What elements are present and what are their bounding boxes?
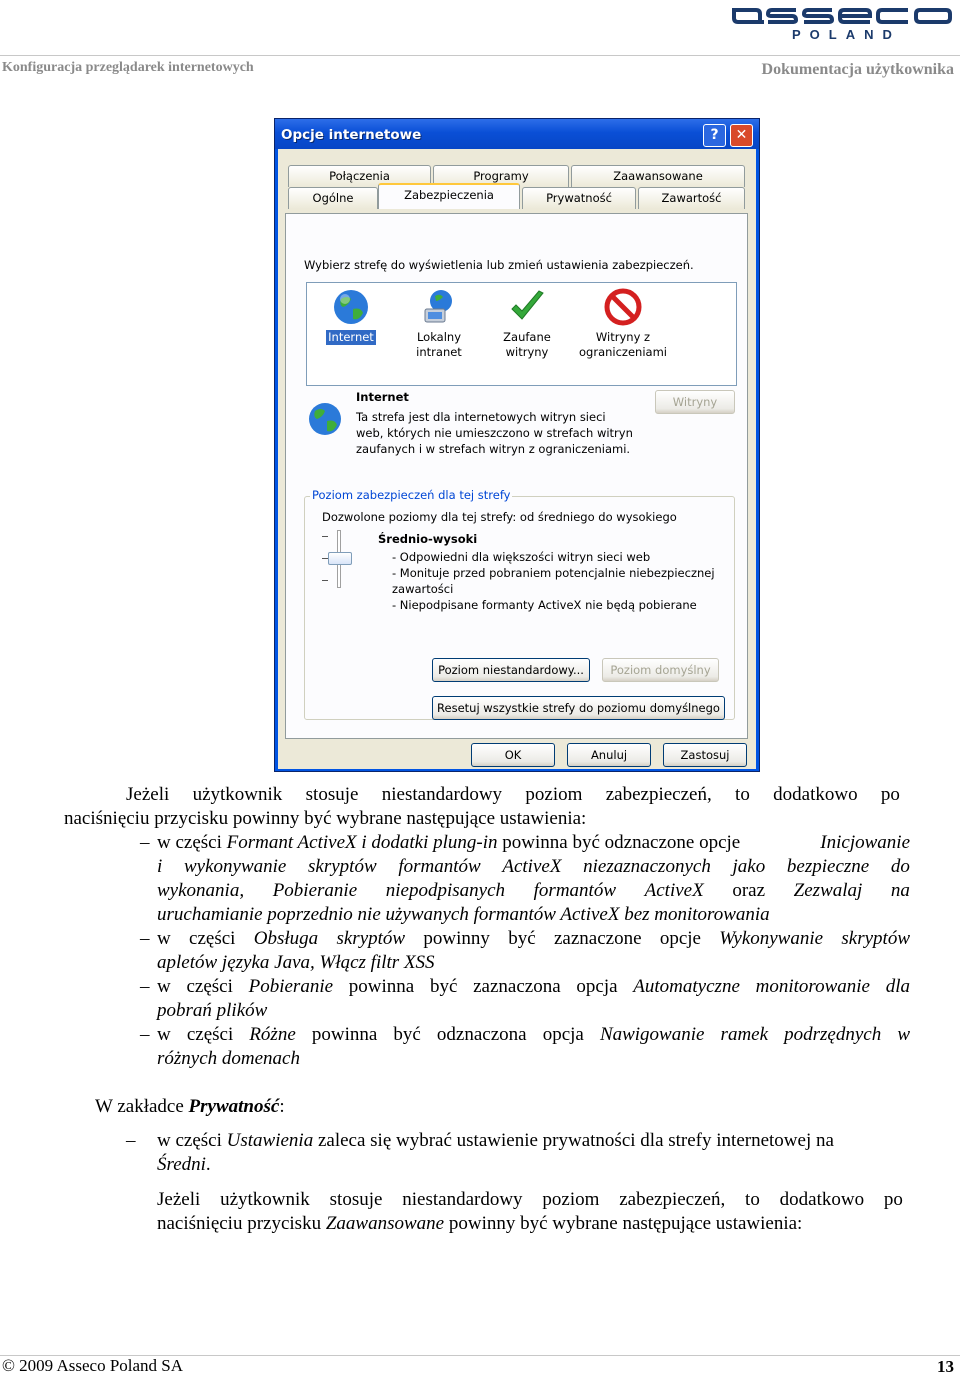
word: stosuje: [329, 1189, 383, 1210]
page-number: 13: [937, 1357, 954, 1376]
word: skryptów: [308, 856, 377, 877]
ok-button[interactable]: OK: [471, 743, 555, 767]
logo-subtitle: POLAND: [792, 27, 901, 42]
word: opcja: [542, 1024, 584, 1045]
restricted-icon: [603, 287, 643, 327]
security-level-group-title: Poziom zabezpieczeń dla tej strefy: [312, 488, 511, 502]
word: opcje: [659, 928, 701, 949]
word: do: [890, 856, 910, 877]
word: Różne: [249, 1024, 296, 1045]
word: to: [745, 1189, 760, 1210]
bullet-dash: –: [140, 832, 150, 853]
text: :: [279, 1096, 285, 1117]
zone-label-restricted: Witryny z ograniczeniami: [579, 330, 667, 359]
word: w: [157, 928, 171, 949]
bullet-1-line-3: [157, 879, 910, 903]
security-tab-panel: [285, 213, 748, 739]
zone-local-intranet[interactable]: [399, 287, 479, 383]
checkmark-icon: [507, 287, 547, 327]
zone-desc-line-1: Ta strefa jest dla internetowych witryn sieci: [356, 410, 606, 424]
tab-programs[interactable]: Programy: [433, 165, 569, 187]
word: poziom: [525, 784, 583, 805]
text: powinny być wybrane następujące ustawienia:: [444, 1213, 803, 1234]
paragraph-1-line-1: [126, 783, 900, 807]
word: być: [393, 1024, 421, 1045]
reset-all-zones-button[interactable]: Resetuj wszystkie strefy do poziomu domyślnego: [432, 696, 725, 720]
zone-restricted-sites[interactable]: [575, 287, 671, 383]
allowed-levels-text: Dozwolone poziomy dla tej strefy: od średniego do wysokiego: [322, 510, 677, 524]
word: skryptów: [336, 928, 406, 949]
word: Pobieranie: [248, 976, 334, 997]
word: formantów: [533, 880, 617, 901]
help-button[interactable]: ?: [703, 124, 726, 147]
close-button[interactable]: ✕: [730, 124, 753, 147]
bullet-3-line-2: pobrań plików: [157, 1000, 268, 1021]
copyright: © 2009 Asseco Poland SA: [2, 1356, 184, 1375]
word: wykonywanie: [183, 856, 287, 877]
intranet-icon: [419, 287, 459, 327]
slider-tick: [322, 536, 328, 537]
word: i: [157, 856, 163, 877]
word: Obsługa: [253, 928, 319, 949]
dialog-title: Opcje internetowe: [281, 127, 422, 143]
word: wykonania,: [157, 880, 245, 901]
header-divider: [0, 55, 960, 56]
bullet-2-line-1: [157, 927, 910, 951]
text: .: [205, 1154, 211, 1175]
word: Jeżeli: [126, 784, 170, 805]
document-section-title: Konfiguracja przeglądarek internetowych: [2, 60, 254, 75]
word: powinna: [348, 976, 415, 997]
emphasis: Inicjowanie: [820, 832, 910, 853]
word: dla: [885, 976, 910, 997]
word: na: [890, 880, 910, 901]
word: po: [880, 784, 900, 805]
custom-level-button[interactable]: Poziom niestandardowy...: [432, 658, 590, 682]
word: Automatyczne: [633, 976, 740, 997]
word: części: [186, 1024, 234, 1045]
word: Nawigowanie: [599, 1024, 705, 1045]
security-slider-thumb[interactable]: [328, 552, 352, 565]
word: po: [883, 1189, 903, 1210]
word: opcja: [576, 976, 618, 997]
document-type-title: Dokumentacja użytkownika: [761, 61, 954, 78]
privacy-heading: [95, 1095, 285, 1119]
word: Wykonywanie: [719, 928, 824, 949]
zone-trusted-sites[interactable]: [487, 287, 567, 383]
zone-label-intranet: Lokalny intranet: [416, 330, 462, 359]
bullet-dash: –: [140, 1024, 150, 1045]
bullet-dash: –: [140, 976, 150, 997]
zone-label-internet: Internet: [328, 330, 374, 344]
word: części: [186, 976, 233, 997]
word: Zezwalaj: [793, 880, 863, 901]
bullet-4-line-2: różnych domenach: [157, 1048, 300, 1069]
tab-general[interactable]: Ogólne: [288, 187, 378, 209]
word: poziom: [542, 1189, 600, 1210]
word: powinna: [311, 1024, 378, 1045]
emphasis: Zaawansowane: [325, 1213, 445, 1234]
default-level-button[interactable]: Poziom domyślny: [602, 658, 719, 682]
text: w części: [157, 1130, 227, 1151]
word: w: [157, 1024, 171, 1045]
dialog-title-bar: [275, 119, 759, 149]
tab-content[interactable]: Zawartość: [638, 187, 745, 209]
tab-connections[interactable]: Połączenia: [288, 165, 431, 187]
emphasis: Ustawienia: [226, 1130, 314, 1151]
word: odznaczona: [436, 1024, 527, 1045]
bullet-1-line-2: [157, 855, 910, 879]
word: Jeżeli: [157, 1189, 201, 1210]
word: niestandardowy: [381, 784, 503, 805]
security-level-name: Średnio-wysoki: [378, 532, 478, 546]
paragraph-3-line-1: [157, 1188, 903, 1212]
word: zabezpieczeń,: [619, 1189, 726, 1210]
slider-tick: [322, 580, 328, 581]
bullet-dash: –: [140, 928, 150, 949]
zone-list: [306, 282, 737, 386]
bullet-1-line-1: [157, 831, 910, 855]
text: powinna być odznaczone opcje: [497, 832, 741, 853]
zone-internet[interactable]: [311, 287, 391, 383]
word: w: [157, 976, 171, 997]
word: części: [189, 928, 236, 949]
zone-desc-line-2: web, których nie umieszczono w strefach witryn: [356, 426, 633, 440]
apply-button[interactable]: Zastosuj: [663, 743, 747, 767]
word: być: [429, 976, 458, 997]
word: podrzędnych: [784, 1024, 882, 1045]
internet-options-dialog: [274, 118, 760, 772]
tab-security[interactable]: Zabezpieczenia: [378, 183, 520, 209]
word: formantów: [398, 856, 481, 877]
emphasis: Prywatność: [188, 1096, 280, 1117]
word: ActiveX: [644, 880, 704, 901]
zone-title: Internet: [356, 390, 409, 404]
cancel-button[interactable]: Anuluj: [567, 743, 651, 767]
text: W zakładce: [95, 1096, 189, 1117]
privacy-bullet-line-2: [157, 1153, 211, 1177]
emphasis: Formant ActiveX i dodatki plung-in: [226, 832, 498, 853]
globe-icon: [331, 287, 371, 327]
paragraph-1-line-2: naciśnięciu przycisku powinny być wybrane następujące ustawienia:: [64, 808, 587, 829]
word: użytkownik: [192, 784, 283, 805]
zone-label-trusted: Zaufane witryny: [503, 330, 551, 359]
word: ActiveX: [502, 856, 562, 877]
zone-desc-line-3: zaufanych i w strefach witryn z ograniczeniami.: [356, 442, 631, 456]
tab-advanced[interactable]: Zaawansowane: [571, 165, 745, 187]
level-desc-line-2: - Monituje przed pobraniem potencjalnie niebezpiecznej: [392, 566, 715, 580]
bullet-2-line-2: apletów języka Java, Włącz filtr XSS: [157, 952, 435, 973]
text: w części: [157, 832, 227, 853]
level-desc-line-4: - Niepodpisane formanty ActiveX nie będą pobierane: [392, 598, 697, 612]
word: użytkownik: [220, 1189, 310, 1210]
privacy-bullet-line-1: [157, 1129, 834, 1153]
emphasis: Średni: [157, 1154, 206, 1175]
word: być: [508, 928, 536, 949]
word: skryptów: [841, 928, 910, 949]
bullet-4-line-1: [157, 1023, 910, 1047]
word: niezaznaczonych: [583, 856, 711, 877]
word: monitorowanie: [755, 976, 870, 997]
word: stosuje: [305, 784, 359, 805]
word: Pobieranie: [272, 880, 358, 901]
word: bezpieczne: [786, 856, 870, 877]
dialog-body: [278, 149, 756, 769]
word: zabezpieczeń,: [605, 784, 712, 805]
word: niestandardowy: [402, 1189, 523, 1210]
zone-prompt: Wybierz strefę do wyświetlenia lub zmień ustawienia zabezpieczeń.: [304, 258, 694, 272]
word: zaznaczone: [553, 928, 642, 949]
text: naciśnięciu przycisku: [157, 1213, 326, 1234]
globe-icon: [306, 400, 344, 438]
bullet-dash: –: [126, 1130, 136, 1151]
bullet-3-line-1: [157, 975, 910, 999]
level-desc-line-1: - Odpowiedni dla większości witryn sieci web: [392, 550, 651, 564]
word: powinny: [423, 928, 490, 949]
word: jako: [732, 856, 766, 877]
word: zaznaczona: [473, 976, 561, 997]
paragraph-3-line-2: [157, 1212, 802, 1236]
bullet-1-line-4: uruchamianie poprzednio nie używanych formantów ActiveX bez monitorowania: [157, 904, 770, 925]
text: zaleca się wybrać ustawienie prywatności dla strefy internetowej na: [313, 1130, 834, 1151]
sites-button[interactable]: Witryny: [655, 390, 735, 414]
word: dodatkowo: [779, 1189, 865, 1210]
level-desc-line-3: zawartości: [392, 582, 454, 596]
word: w: [897, 1024, 910, 1045]
word: to: [735, 784, 750, 805]
word: dodatkowo: [773, 784, 858, 805]
word: oraz: [732, 880, 766, 901]
tab-privacy[interactable]: Prywatność: [522, 187, 636, 209]
word: ramek: [720, 1024, 769, 1045]
word: niepodpisanych: [385, 880, 506, 901]
